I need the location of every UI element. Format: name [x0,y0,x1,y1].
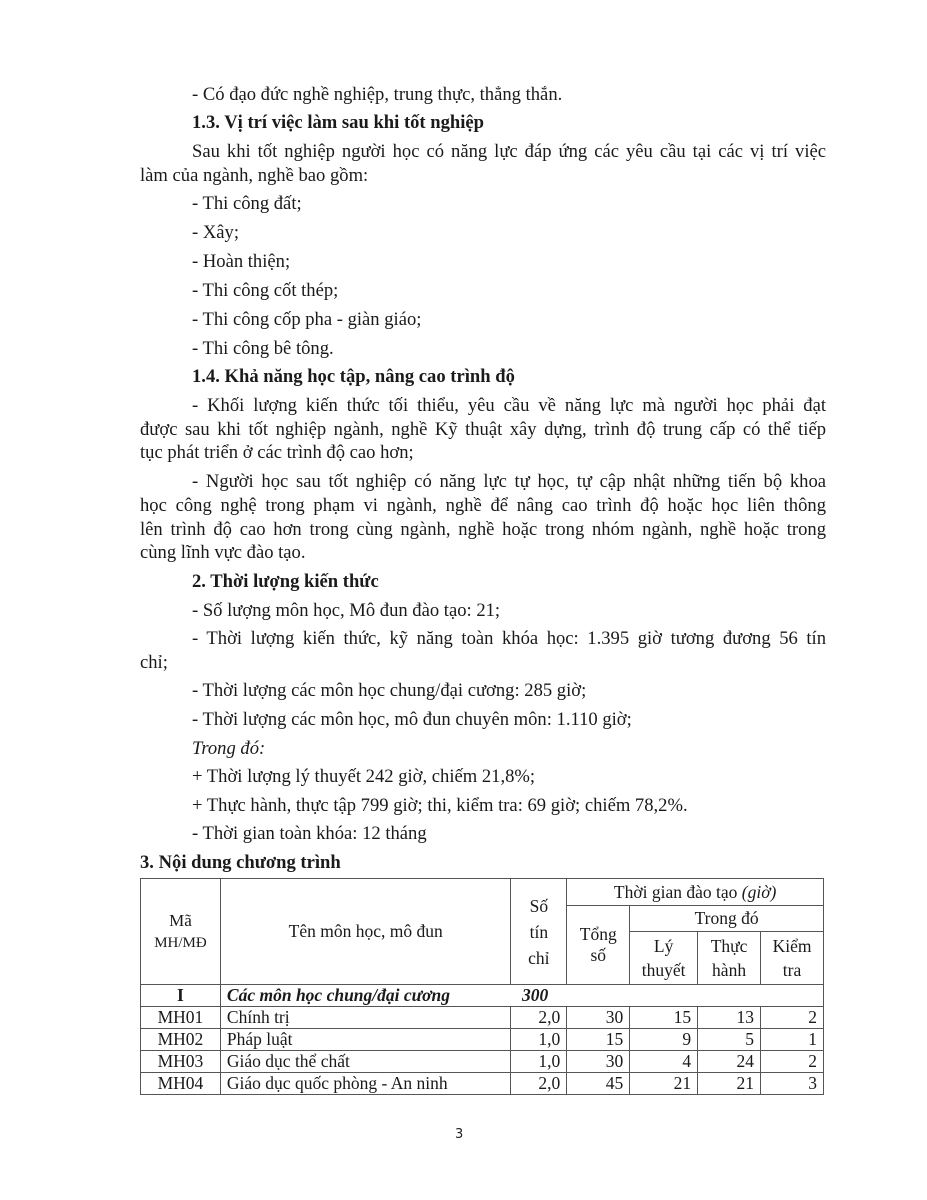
job-item: - Thi công bê tông. [192,338,334,359]
cell-exam: 2 [761,1007,824,1029]
header-name: Tên môn học, mô đun [220,879,511,985]
heading-1-3: 1.3. Vị trí việc làm sau khi tốt nghiệp [192,112,485,133]
cell-total: 45 [567,1073,630,1095]
header-total-line1: Tổng [579,924,617,944]
cell-credits: 1,0 [511,1029,567,1051]
cell-name: Giáo dục thể chất [220,1051,511,1073]
cell-code: MH03 [141,1051,221,1073]
cell-code: MH02 [141,1029,221,1051]
cell-practice: 21 [698,1073,761,1095]
page-number: 3 [455,1127,464,1142]
heading-2: 2. Thời lượng kiến thức [192,571,379,592]
total-duration-line1: - Thời lượng kiến thức, kỹ năng toàn khóa học: 1.395 giờ tương đương 56 tín [192,628,826,649]
group-code: I [141,985,221,1007]
cell-exam: 2 [761,1051,824,1073]
header-exam [761,932,824,985]
cell-name: Chính trị [220,1007,511,1029]
job-item: - Thi công cốp pha - giàn giáo; [192,309,422,330]
total-duration-line2: chỉ; [140,652,168,673]
table-row [141,1029,824,1051]
table-row [141,1073,824,1095]
header-code [141,879,221,985]
course-length: - Thời gian toàn khóa: 12 tháng [192,823,427,844]
cell-code: MH01 [141,1007,221,1029]
header-theory [630,932,698,985]
heading-1-4: 1.4. Khả năng học tập, nâng cao trình độ [192,366,515,387]
cell-practice: 5 [698,1029,761,1051]
header-time-label: Thời gian đào tạo [613,881,742,902]
practice-duration: + Thực hành, thực tập 799 giờ; thi, kiểm tra: 69 giờ; chiếm 78,2%. [192,795,688,816]
cell-exam: 3 [761,1073,824,1095]
header-total-line2: số [590,945,607,965]
header-exam-line1: Kiểm [772,936,812,956]
specialized-duration: - Thời lượng các môn học, mô đun chuyên môn: 1.110 giờ; [192,709,632,730]
group-total: 300 [522,985,549,1005]
cell-credits: 2,0 [511,1073,567,1095]
program-table [140,878,824,1095]
group-name: Các môn học chung/đại cương [226,985,451,1005]
cell-theory: 9 [630,1029,698,1051]
header-practice [698,932,761,985]
para1-line1: - Khối lượng kiến thức tối thiểu, yêu cầu về năng lực mà người học phải đạt [192,395,826,416]
header-exam-line2: tra [782,960,802,980]
trong-do-label: Trong đó: [192,738,266,759]
intro-1-3-line2: làm của ngành, nghề bao gồm: [140,165,369,186]
header-credits-line1: Số [529,895,549,916]
cell-theory: 15 [630,1007,698,1029]
para1-line3: tục phát triển ở các trình độ cao hơn; [140,442,414,463]
group-cell [220,985,823,1007]
header-theory-line1: Lý [653,936,674,956]
heading-3: 3. Nội dung chương trình [140,852,341,873]
intro-1-3-line1: Sau khi tốt nghiệp người học có năng lực đáp ứng các yêu cầu tại các vị trí việc [192,141,826,162]
cell-theory: 21 [630,1073,698,1095]
cell-credits: 1,0 [511,1051,567,1073]
count-item: - Số lượng môn học, Mô đun đào tạo: 21; [192,600,501,621]
cell-credits: 2,0 [511,1007,567,1029]
header-time-group [567,879,824,906]
theory-duration: + Thời lượng lý thuyết 242 giờ, chiếm 21,8%; [192,766,536,787]
header-practice-line1: Thực [710,936,748,956]
cell-total: 15 [567,1029,630,1051]
cell-practice: 24 [698,1051,761,1073]
header-total [567,906,630,985]
job-item: - Thi công cốt thép; [192,280,339,301]
cell-name: Giáo dục quốc phòng - An ninh [220,1073,511,1095]
job-item: - Xây; [192,222,239,243]
table-row [141,1051,824,1073]
para2-line1: - Người học sau tốt nghiệp có năng lực tự học, tự cập nhật những tiến bộ khoa [192,471,826,492]
cell-practice: 13 [698,1007,761,1029]
ethics-bullet: - Có đạo đức nghề nghiệp, trung thực, thẳng thắn. [192,84,563,105]
cell-theory: 4 [630,1051,698,1073]
header-of-which: Trong đó [630,906,824,932]
cell-total: 30 [567,1007,630,1029]
header-credits [511,879,567,985]
cell-exam: 1 [761,1029,824,1051]
cell-name: Pháp luật [220,1029,511,1051]
para2-line3: lên trình độ cao hơn trong cùng ngành, nghề hoặc trong nhóm ngành, nghề hoặc trong [140,519,826,540]
job-item: - Thi công đất; [192,193,302,214]
header-theory-line2: thuyết [641,960,686,980]
para2-line4: cùng lĩnh vực đào tạo. [140,542,306,563]
job-item: - Hoàn thiện; [192,251,291,272]
header-practice-line2: hành [712,960,747,980]
header-code-line2: MH/MĐ [154,934,207,951]
table-row [141,1007,824,1029]
general-duration: - Thời lượng các môn học chung/đại cương: 285 giờ; [192,680,587,701]
para1-line2: được sau khi tốt nghiệp ngành, nghề Kỹ thuật xây dựng, trình độ trung cấp có thể tiếp [140,419,826,440]
header-code-line1: Mã [169,910,192,930]
cell-total: 30 [567,1051,630,1073]
para2-line2: học công nghệ trong phạm vi ngành, nghề để nâng cao trình độ hoặc học liên thông [140,495,826,516]
group-row [141,985,824,1007]
header-time-unit: (giờ) [741,881,777,902]
header-credits-line2: tín [529,921,549,942]
header-credits-line3: chỉ [528,947,550,968]
cell-code: MH04 [141,1073,221,1095]
